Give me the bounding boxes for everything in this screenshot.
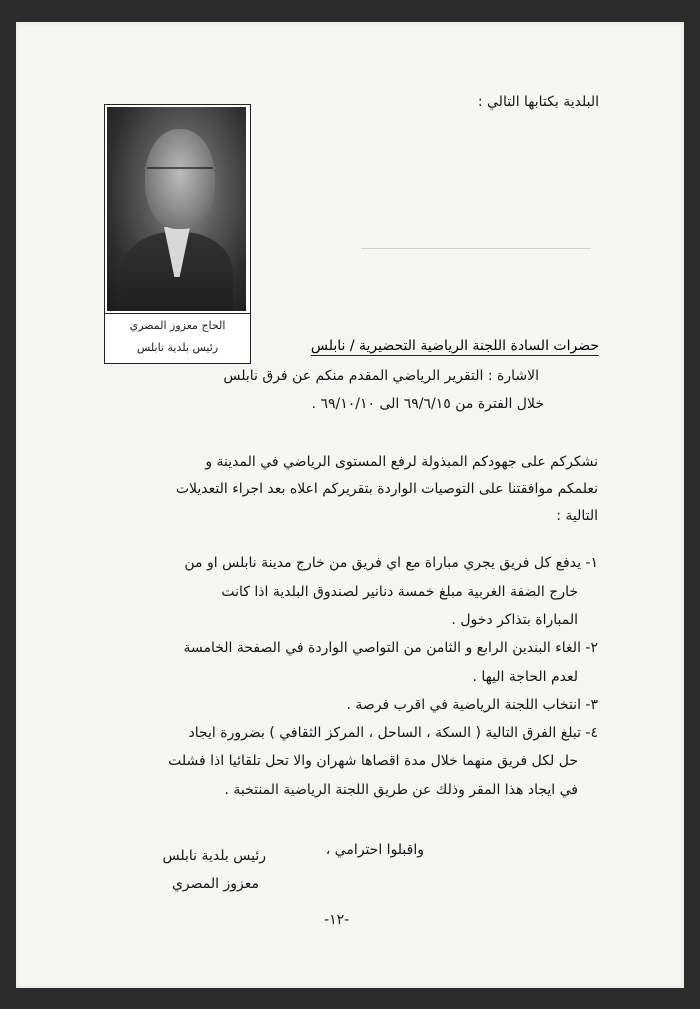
signature-title: رئيس بلدية نابلس — [162, 848, 266, 864]
page-number: -١٢- — [324, 912, 350, 928]
list-item: حل لكل فريق منهما خلال مدة اقصاها شهران والا تحل تلقائيا اذا فشلت — [168, 753, 578, 769]
signature-name: معزوز المصري — [171, 876, 259, 892]
intro-text: البلدية بكتابها التالي : — [477, 94, 599, 110]
portrait-caption-title: رئيس بلدية نابلس — [136, 341, 219, 354]
list-item: المباراة بتذاكر دخول . — [451, 612, 578, 628]
reference-line-2: خلال الفترة من ٦٩/٦/١٥ الى ٦٩/١٠/١٠ . — [311, 396, 544, 412]
reference-line-1: الاشارة : التقرير الرياضي المقدم منكم عن فرق نابلس — [223, 368, 539, 384]
portrait-caption-name: الحاج معزوز المصري — [129, 319, 226, 332]
portrait-glasses — [147, 167, 213, 183]
paragraph-line: نشكركم على جهودكم المبذولة لرفع المستوى الرياضي في المدينة و — [205, 454, 598, 470]
closing-text: واقبلوا احترامي ، — [325, 842, 424, 858]
list-item: ١- يدفع كل فريق يجري مباراة مع اي فريق من خارج مدينة نابلس او من — [184, 555, 598, 571]
list-item: ٣- انتخاب اللجنة الرياضية في اقرب فرصة . — [346, 697, 598, 713]
portrait-frame — [104, 104, 251, 364]
list-item: ٢- الغاء البندين الرابع و الثامن من التواصي الواردة في الصفحة الخامسة — [183, 640, 598, 656]
list-item: ٤- تبلغ الفرق التالية ( السكة ، الساحل ، المركز الثقافي ) بضرورة ايجاد — [188, 725, 598, 741]
addressee-line: حضرات السادة اللجنة الرياضية التحضيرية / نابلس — [310, 338, 599, 354]
list-item: في ايجاد هذا المقر وذلك عن طريق اللجنة الرياضية المنتخبة . — [224, 782, 578, 798]
portrait-photo — [107, 107, 246, 311]
document-page — [16, 22, 684, 988]
list-item: خارج الضفة الغربية مبلغ خمسة دنانير لصندوق البلدية اذا كانت — [221, 584, 578, 600]
rule-line — [361, 248, 591, 249]
caption-divider — [105, 313, 250, 314]
list-item: لعدم الحاجة اليها . — [472, 669, 578, 685]
paragraph-line: التالية : — [556, 508, 598, 524]
paragraph-line: نعلمكم موافقتنا على التوصيات الواردة بتقريركم اعلاه بعد اجراء التعديلات — [175, 481, 598, 497]
